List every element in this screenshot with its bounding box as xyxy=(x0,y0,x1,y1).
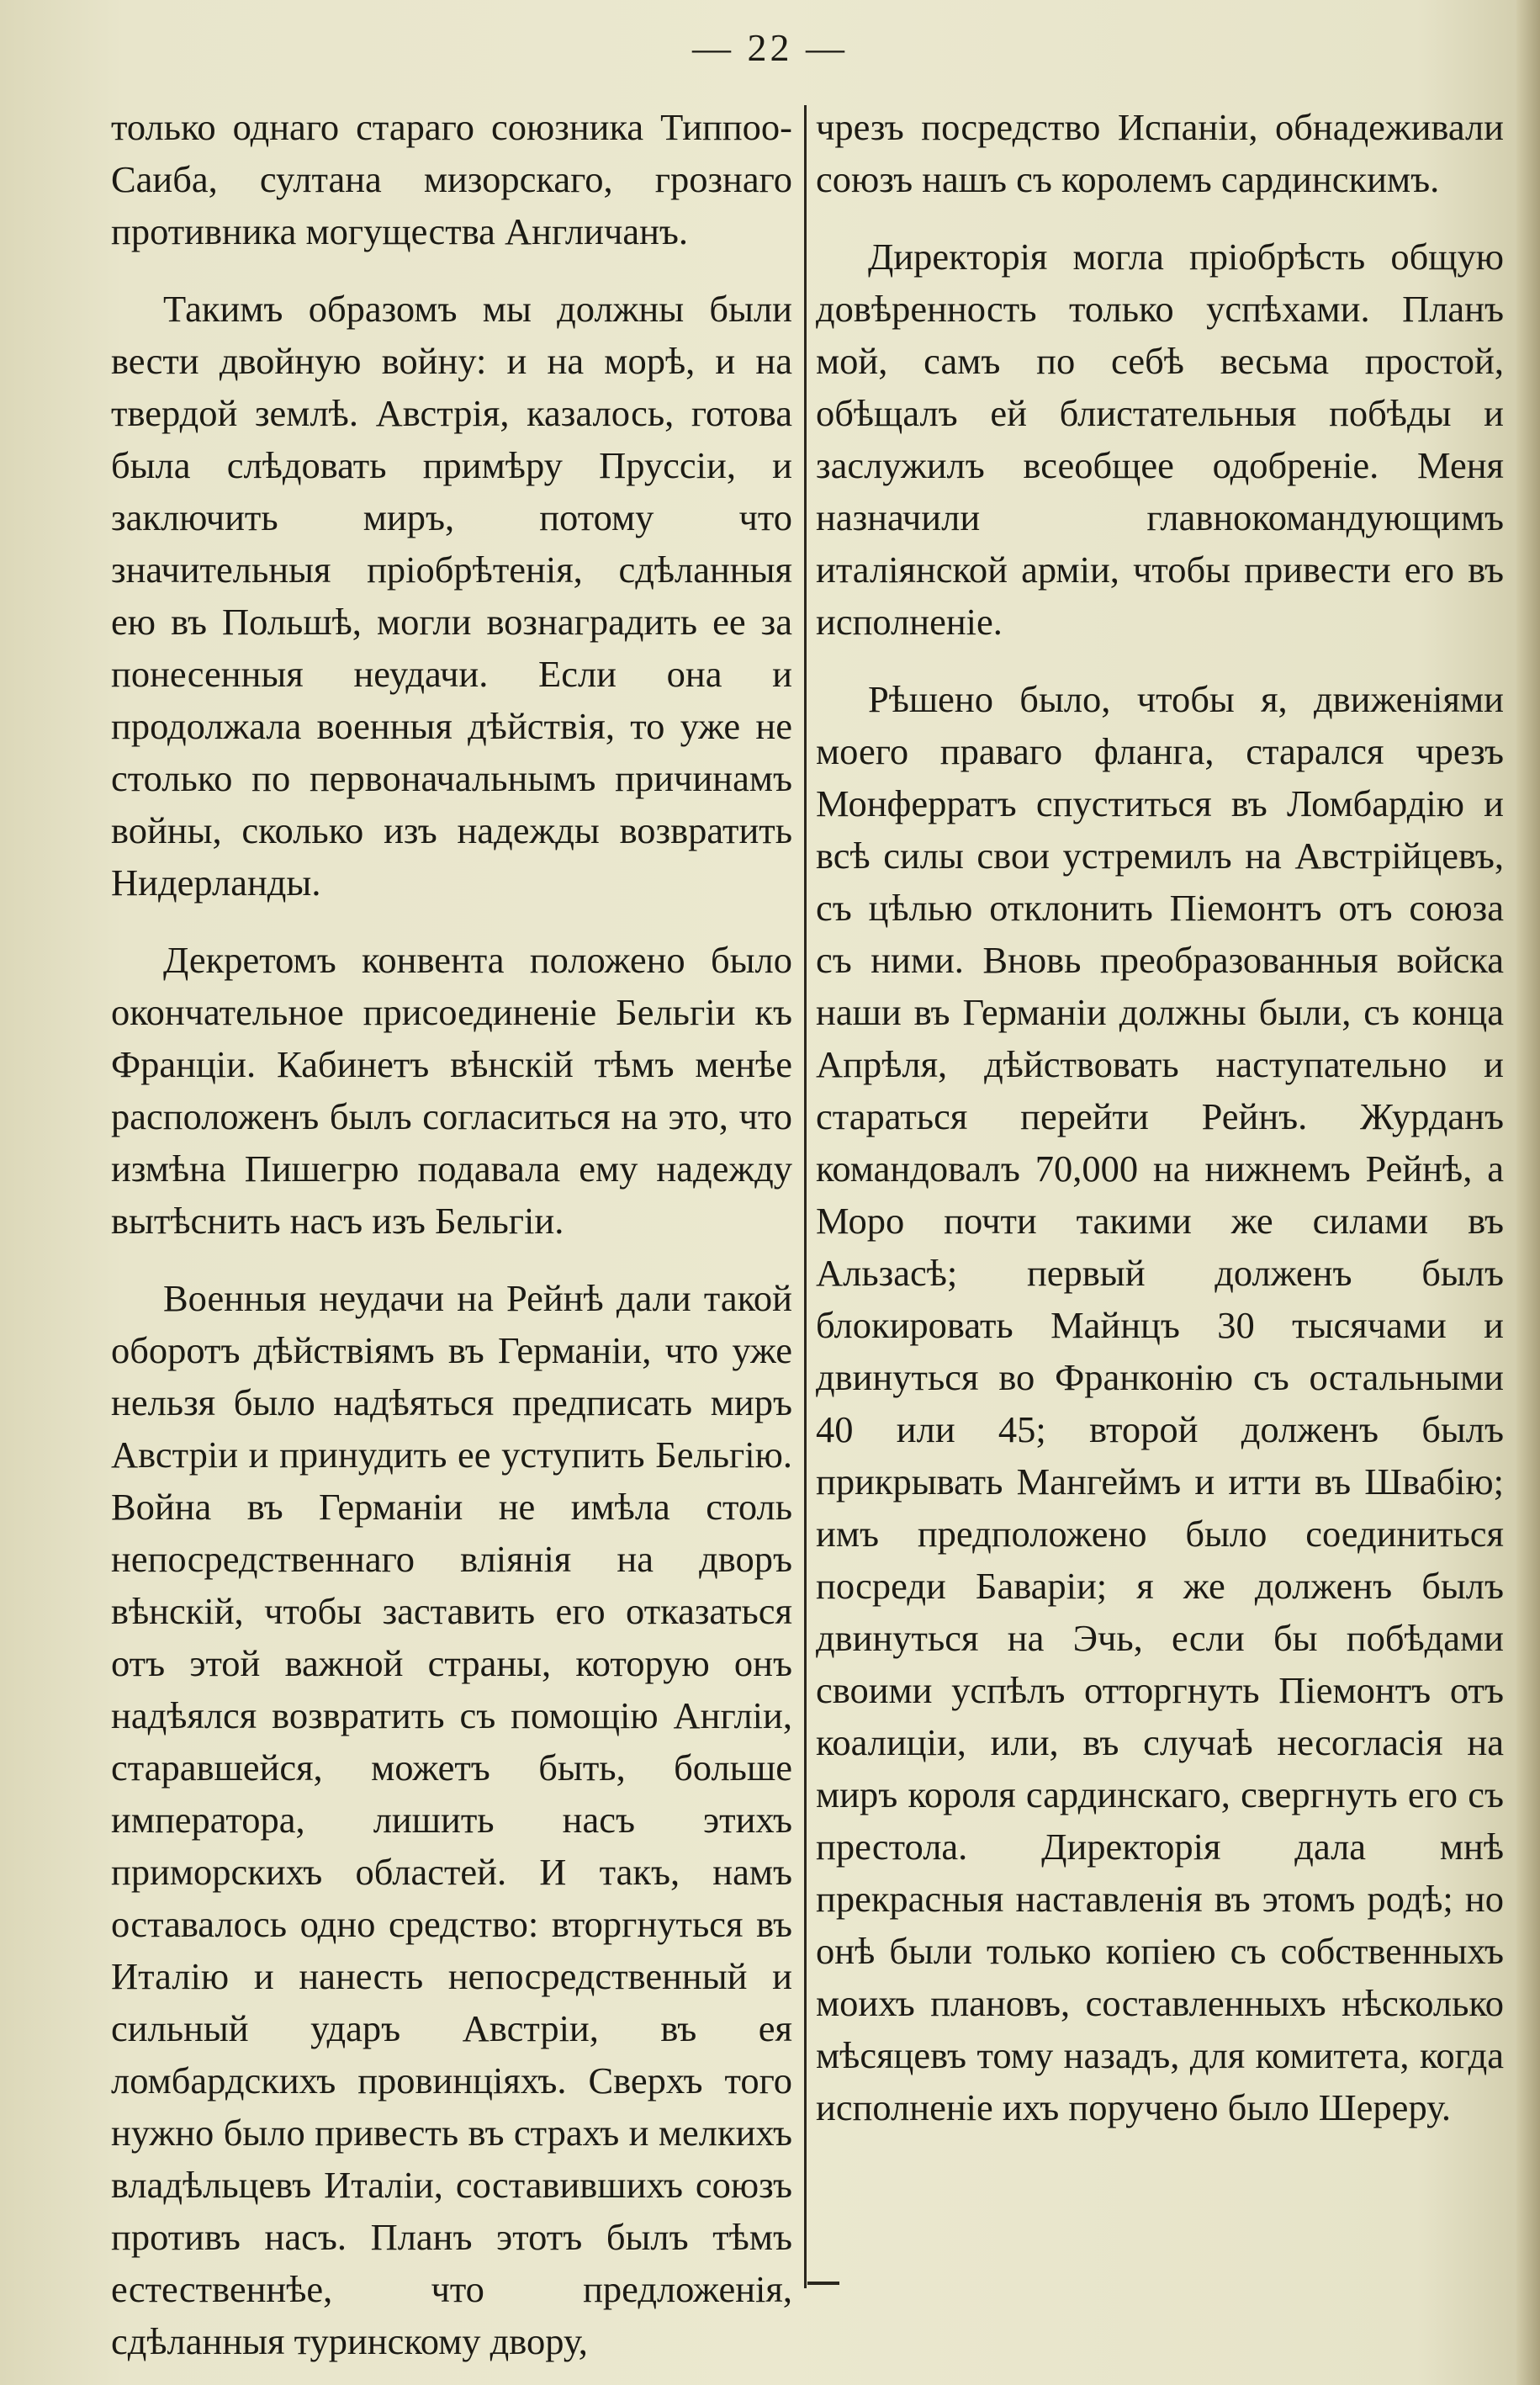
page-edge xyxy=(1516,0,1540,2385)
paragraph: Рѣшено было, чтобы я, движеніями моего праваго фланга, старался чрезъ Монферратъ спуститься въ Ломбардію и всѣ силы свои устремилъ на Австрійцевъ, съ цѣлью отклонить Піемонтъ отъ союза съ ними. Вновь преобразованныя войска наши въ Германіи должны были, съ конца Апрѣля, дѣйствовать наступательно и стараться перейти Рейнъ. Журданъ командовалъ 70,000 на нижнемъ Рейнѣ, а Моро почти такими же силами въ Альзасѣ; первый долженъ былъ блокировать Майнцъ 30 тысячами и двинуться во Франконію съ остальными 40 или 45; второй долженъ былъ прикрывать Мангеймъ и итти въ Швабію; имъ предположено было соединиться посреди Баваріи; я же долженъ былъ двинуться на Эчь, если бы побѣдами своими успѣлъ отторгнуть Піемонтъ отъ коалиціи, или, въ случаѣ несогласія на миръ короля сардинскаго, свергнуть его съ престола. Директорія дала мнѣ прекрасныя наставленія въ этомъ родѣ; но онѣ были только копіею съ собственныхъ моихъ плановъ, составленныхъ нѣсколько мѣсяцевъ тому назадъ, для комитета, когда исполненіе ихъ поручено было Шереру. xyxy=(816,678,1504,2128)
paragraph: Директорія могла пріобрѣсть общую довѣренность только успѣхами. Планъ мой, самъ по себѣ весьма простой, обѣщалъ ей блистательныя побѣды и заслужилъ всеобщее одобреніе. Меня назначили главнокомандующимъ италіянской арміи, чтобы привести его въ исполненіе. xyxy=(816,236,1504,643)
right-column xyxy=(816,101,1504,2159)
paragraph: Военныя неудачи на Рейнѣ дали такой оборотъ дѣйствіямъ въ Германіи, что уже нельзя было надѣяться предписать миръ Австріи и принудить ее уступить Бельгію. Война въ Германіи не имѣла столь непосредственнаго вліянія на дворъ вѣнскій, чтобы заставить его отказаться отъ этой важной страны, которую онъ надѣялся возвратить съ помощію Англіи, старавшейся, можетъ быть, больше императора, лишить насъ этихъ приморскихъ областей. И такъ, намъ оставалось одно средство: вторгнуться въ Италію и нанесть непосредственный и сильный ударъ Австріи, въ ея ломбардскихъ провинціяхъ. Сверхъ того нужно было привесть въ страхъ и мелкихъ владѣльцевъ Италіи, составившихъ союзъ противъ насъ. Планъ этотъ былъ тѣмъ естественнѣе, что предложенія, сдѣланныя туринскому двору, xyxy=(111,1277,792,2362)
paragraph: Декретомъ конвента положено было окончательное присоединеніе Бельгіи къ Франціи. Кабинетъ вѣнскій тѣмъ менѣе расположенъ былъ согласиться на это, что измѣна Пишегрю подавала ему надежду вытѣснить насъ изъ Бельгіи. xyxy=(111,939,792,1242)
footer-rule xyxy=(807,2282,839,2285)
page-number: — 22 — xyxy=(692,26,848,69)
paragraph: Такимъ образомъ мы должны были вести двойную войну: и на морѣ, и на твердой землѣ. Австрія, казалось, готова была слѣдовать примѣру Пруссіи, и заключить миръ, потому что значительныя пріобрѣтенія, сдѣланныя ею въ Польшѣ, могли вознаградить ее за понесенныя неудачи. Если она и продолжала военныя дѣйствія, то уже не столько по первоначальнымъ причинамъ войны, сколько изъ надежды возвратить Нидерланды. xyxy=(111,288,792,904)
paragraph: только однаго стараго союзника Типпоо-Саиба, султана мизорскаго, грознаго противника могущества Англичанъ. xyxy=(111,106,792,252)
left-column xyxy=(111,101,792,2385)
paragraph: чрезъ посредство Испаніи, обнадеживали союзъ нашъ съ королемъ сардинскимъ. xyxy=(816,106,1504,200)
column-divider xyxy=(804,105,807,2288)
